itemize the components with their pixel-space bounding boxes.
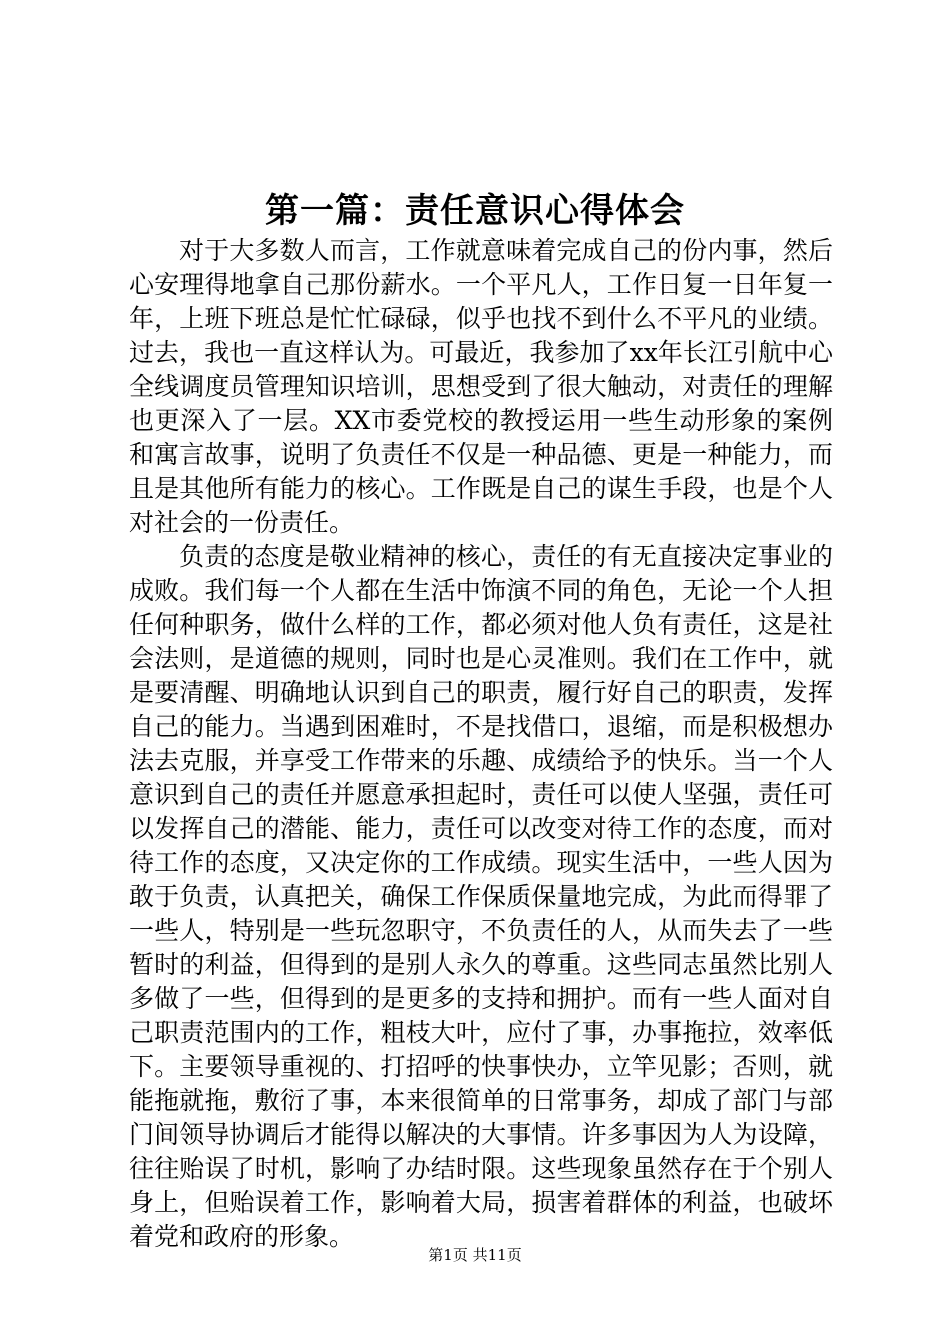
paragraph-1: 对于大多数人而言，工作就意味着完成自己的份内事，然后心安理得地拿自己那份薪水。一个平凡人，工作日复一日年复一年，上班下班总是忙忙碌碌，似乎也找不到什么不平凡的业绩。过去，我也一直这样认为。可最近，我参加了xx年长江引航中心全线调度员管理知识培训，思想受到了很大触动，对责任的理解也更深入了一层。XX市委党校的教授运用一些生动形象的案例和寓言故事，说明了负责任不仅是一种品德、更是一种能力，而且是其他所有能力的核心。工作既是自己的谋生手段，也是个人对社会的一份责任。 bbox=[129, 236, 833, 537]
document-body bbox=[129, 234, 833, 1254]
paragraph-2: 负责的态度是敬业精神的核心，责任的有无直接决定事业的成败。我们每一个人都在生活中饰演不同的角色，无论一个人担任何种职务，做什么样的工作，都必须对他人负有责任，这是社会法则，是道德的规则，同时也是心灵准则。我们在工作中，就是要清醒、明确地认识到自己的职责，履行好自己的职责，发挥自己的能力。当遇到困难时，不是找借口，退缩，而是积极想办法去克服，并享受工作带来的乐趣、成绩给予的快乐。当一个人意识到自己的责任并愿意承担起时，责任可以使人坚强，责任可以发挥自己的潜能、能力，责任可以改变对待工作的态度，而对待工作的态度，又决定你的工作成绩。现实生活中，一些人因为敢于负责，认真把关，确保工作保质保量地完成，为此而得罪了一些人，特别是一些玩忽职守，不负责任的人，从而失去了一些暂时的利益，但得到的是别人永久的尊重。这些同志虽然比别人多做了一些，但得到的是更多的支持和拥护。而有一些人面对自己职责范围内的工作，粗枝大叶，应付了事，办事拖拉，效率低下。主要领导重视的、打招呼的快事快办，立竿见影；否则，就能拖就拖，敷衍了事，本来很简单的日常事务，却成了部门与部门间领导协调后才能得以解决的大事情。许多事因为人为设障，往往贻误了时机，影响了办结时限。这些现象虽然存在于个别人身上，但贻误着工作，影响着大局，损害着群体的利益，也破坏着党和政府的形象。 bbox=[129, 542, 833, 1251]
page-footer: 第1页 共11页 bbox=[428, 1246, 522, 1264]
document-title: 第一篇：责任意识心得体会 bbox=[265, 191, 685, 231]
